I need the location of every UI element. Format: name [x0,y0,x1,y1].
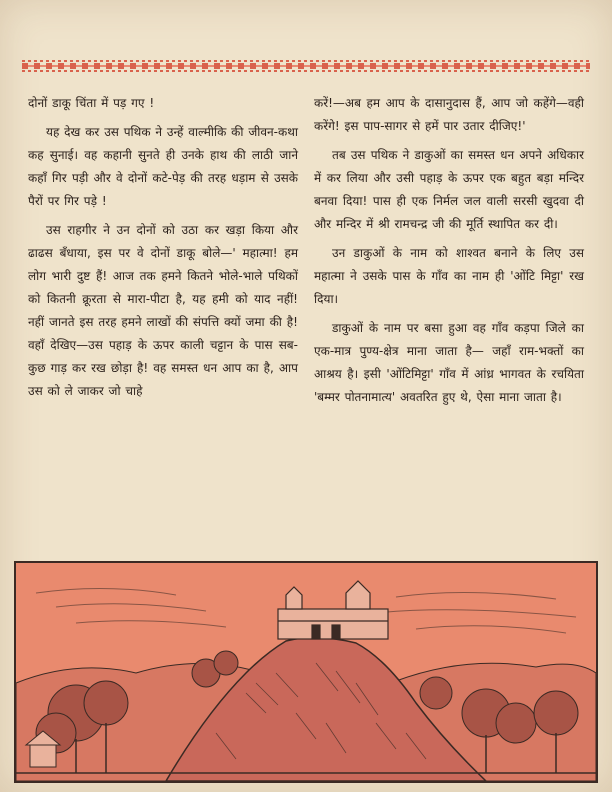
decorative-border [22,60,590,72]
temple [278,581,388,639]
left-column [28,92,298,550]
paragraph: डाकुओं के नाम पर बसा हुआ वह गाँव कड़पा जिले का एक-मात्र पुण्य-क्षेत्र माना जाता है— जहाँ राम-भक्तों का आश्रय है। इसी 'ओंटिमिट्टा' गाँव में आंध्र भागवत के रचयिता 'बम्मर पोतनामात्य' अवतरित हुए थे, ऐसा माना जाता है। [314,321,584,404]
paragraph: तब उस पथिक ने डाकुओं का समस्त धन अपने अधिकार में कर लिया और उसी पहाड़ के ऊपर एक बहुत बड़ा मन्दिर बनवा दिया! पास ही एक निर्मल जल वाली सरसी खुदवा दी और मन्दिर में श्री रामचन्द्र जी की मूर्ति स्थापित कर दी। [314,148,584,231]
right-column [314,92,584,550]
article-body [28,92,584,550]
paragraph: यह देख कर उस पथिक ने उन्हें वाल्मीकि की जीवन-कथा कह सुनाई। वह कहानी सुनते ही उनके हाथ की लाठी जाने कहाँ गिर पड़ी और वे दोनों कटे-पेड़ की तरह धड़ाम से उसके पैरों पर गिर पड़े ! [28,125,298,208]
temple-illustration [14,561,598,783]
paragraph: उस राहगीर ने उन दोनों को उठा कर खड़ा किया और ढाढस बँधाया, इस पर वे दोनों डाकू बोले—' महात्मा! हम लोग भारी दुष्ट हैं! आज तक हमने कितने भोले-भाले पथिकों को कितनी क्रूरता से मारा-पीटा है, यह हमी को याद नहीं! नहीं जानते इस तरह हमने लाखों की संपत्ति क्यों जमा की है! वहाँ देखिए—उस पहाड़ के ऊपर काली चट्टान के पास सब-कुछ गाड़ कर रख छोड़ा है! वह समस्त धन आप का है, आप उस को ले जाकर जो चाहे [28,223,298,398]
hilltop-temple-drawing [16,563,596,781]
paragraph: उन डाकुओं के नाम को शाश्वत बनाने के लिए उस महात्मा ने उसके पास के गाँव का नाम ही 'ओंटि मिट्टा' रख दिया। [314,246,584,306]
paragraph: करें!—अब हम आप के दासानुदास हैं, आप जो कहेंगे—वही करेंगे! इस पाप-सागर से हमें पार उतार दीजिए!' [314,96,584,133]
paragraph: दोनों डाकू चिंता में पड़ गए ! [28,96,155,110]
